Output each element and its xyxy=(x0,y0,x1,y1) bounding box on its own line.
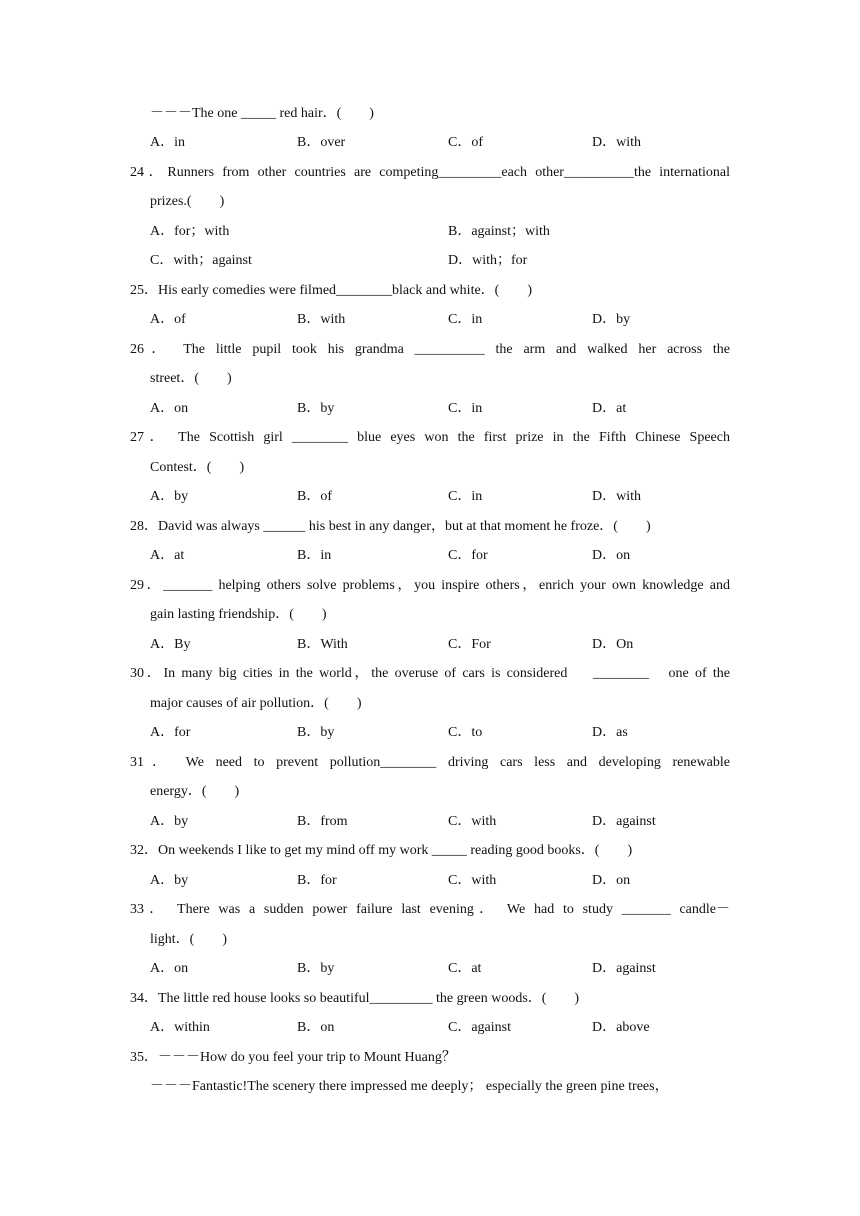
question-32-options xyxy=(150,871,730,891)
option-a: A．at xyxy=(150,548,185,563)
option-b: B．by xyxy=(297,725,335,740)
question-31-stem: 31． We need to prevent pollution________ driving cars less and developing renewable xyxy=(130,755,730,770)
question-23-continuation: －－－The one _____ red hair．( ) xyxy=(150,106,374,121)
question-29-stem: 29．_______ helping others solve problems，you inspire others，enrich your own knowledge and xyxy=(130,578,730,593)
option-a: A．by xyxy=(150,814,189,829)
option-c: C．at xyxy=(448,961,482,976)
option-b: B．in xyxy=(297,548,332,563)
question-30-options xyxy=(150,723,730,743)
option-b: B．by xyxy=(297,961,335,976)
option-c: C．with xyxy=(448,814,497,829)
option-c: C．with xyxy=(448,873,497,888)
question-31-stem-cont: energy．( ) xyxy=(150,784,240,799)
option-d: D．with；for xyxy=(448,253,528,268)
question-23-options xyxy=(150,133,730,153)
option-a: A．within xyxy=(150,1020,210,1035)
option-b: B．over xyxy=(297,135,346,150)
question-30-stem: 30．In many big cities in the world，the overuse of cars is considered ________ one of the xyxy=(130,666,730,681)
question-30-stem-cont: major causes of air pollution．( ) xyxy=(150,696,362,711)
option-d: D．with xyxy=(592,489,641,504)
option-d: D．at xyxy=(592,401,627,416)
option-c: C．in xyxy=(448,489,483,504)
option-a: A．for；with xyxy=(150,224,230,239)
question-32-stem: 32．On weekends I like to get my mind off my work _____ reading good books．( ) xyxy=(130,843,633,858)
question-28-stem: 28．David was always ______ his best in any danger，but at that moment he froze．( ) xyxy=(130,519,651,534)
question-25-stem: 25．His early comedies were filmed________black and white．( ) xyxy=(130,283,533,298)
question-33-stem: 33． There was a sudden power failure last evening． We had to study _______ candle－ xyxy=(130,902,730,917)
question-24-stem-cont: prizes.( ) xyxy=(150,194,225,209)
question-33-stem-cont: light．( ) xyxy=(150,932,227,947)
option-b: B．for xyxy=(297,873,337,888)
option-b: B．With xyxy=(297,637,348,652)
option-c: C．of xyxy=(448,135,483,150)
option-d: D．above xyxy=(592,1020,650,1035)
question-29-stem-cont: gain lasting friendship．( ) xyxy=(150,607,327,622)
option-d: D．against xyxy=(592,961,656,976)
option-a: A．on xyxy=(150,961,189,976)
option-a: A．By xyxy=(150,637,191,652)
option-d: D．with xyxy=(592,135,641,150)
option-b: B．by xyxy=(297,401,335,416)
question-35-reply: －－－Fantastic!The scenery there impressed me deeply； especially the green pine trees， xyxy=(150,1079,669,1094)
option-b: B．from xyxy=(297,814,348,829)
option-c: C．with；against xyxy=(150,253,252,268)
option-a: A．of xyxy=(150,312,186,327)
question-34-options xyxy=(150,1018,730,1038)
option-a: A．by xyxy=(150,489,189,504)
option-d: D．by xyxy=(592,312,631,327)
question-26-stem-cont: street．( ) xyxy=(150,371,232,386)
option-d: D．on xyxy=(592,873,631,888)
option-d: D．On xyxy=(592,637,634,652)
option-a: A．in xyxy=(150,135,185,150)
option-d: D．on xyxy=(592,548,631,563)
option-c: C．for xyxy=(448,548,488,563)
question-27-options xyxy=(150,487,730,507)
question-34-stem: 34．The little red house looks so beautiful_________ the green woods．( ) xyxy=(130,991,580,1006)
option-b: B．with xyxy=(297,312,346,327)
option-c: C．For xyxy=(448,637,491,652)
option-b: B．of xyxy=(297,489,332,504)
question-35-stem: 35．－－－How do you feel your trip to Mount Huang？ xyxy=(130,1050,456,1065)
option-c: C．in xyxy=(448,401,483,416)
option-a: A．by xyxy=(150,873,189,888)
option-a: A．for xyxy=(150,725,191,740)
option-d: D．against xyxy=(592,814,656,829)
question-26-options xyxy=(150,399,730,419)
question-26-stem: 26． The little pupil took his grandma __________ the arm and walked her across the xyxy=(130,342,730,357)
question-29-options xyxy=(150,635,730,655)
option-c: C．to xyxy=(448,725,483,740)
option-c: C．against xyxy=(448,1020,511,1035)
option-b: B．against；with xyxy=(448,224,550,239)
question-28-options xyxy=(150,546,730,566)
option-d: D．as xyxy=(592,725,628,740)
question-27-stem: 27． The Scottish girl ________ blue eyes won the first prize in the Fifth Chinese Speech xyxy=(130,430,730,445)
question-24-options-row1 xyxy=(150,222,730,242)
question-24-stem: 24．Runners from other countries are competing_________each other__________the international xyxy=(130,165,730,180)
question-25-options xyxy=(150,310,730,330)
question-27-stem-cont: Contest．( ) xyxy=(150,460,245,475)
option-b: B．on xyxy=(297,1020,335,1035)
question-33-options xyxy=(150,959,730,979)
question-31-options xyxy=(150,812,730,832)
question-24-options-row2 xyxy=(150,251,730,271)
option-c: C．in xyxy=(448,312,483,327)
option-a: A．on xyxy=(150,401,189,416)
